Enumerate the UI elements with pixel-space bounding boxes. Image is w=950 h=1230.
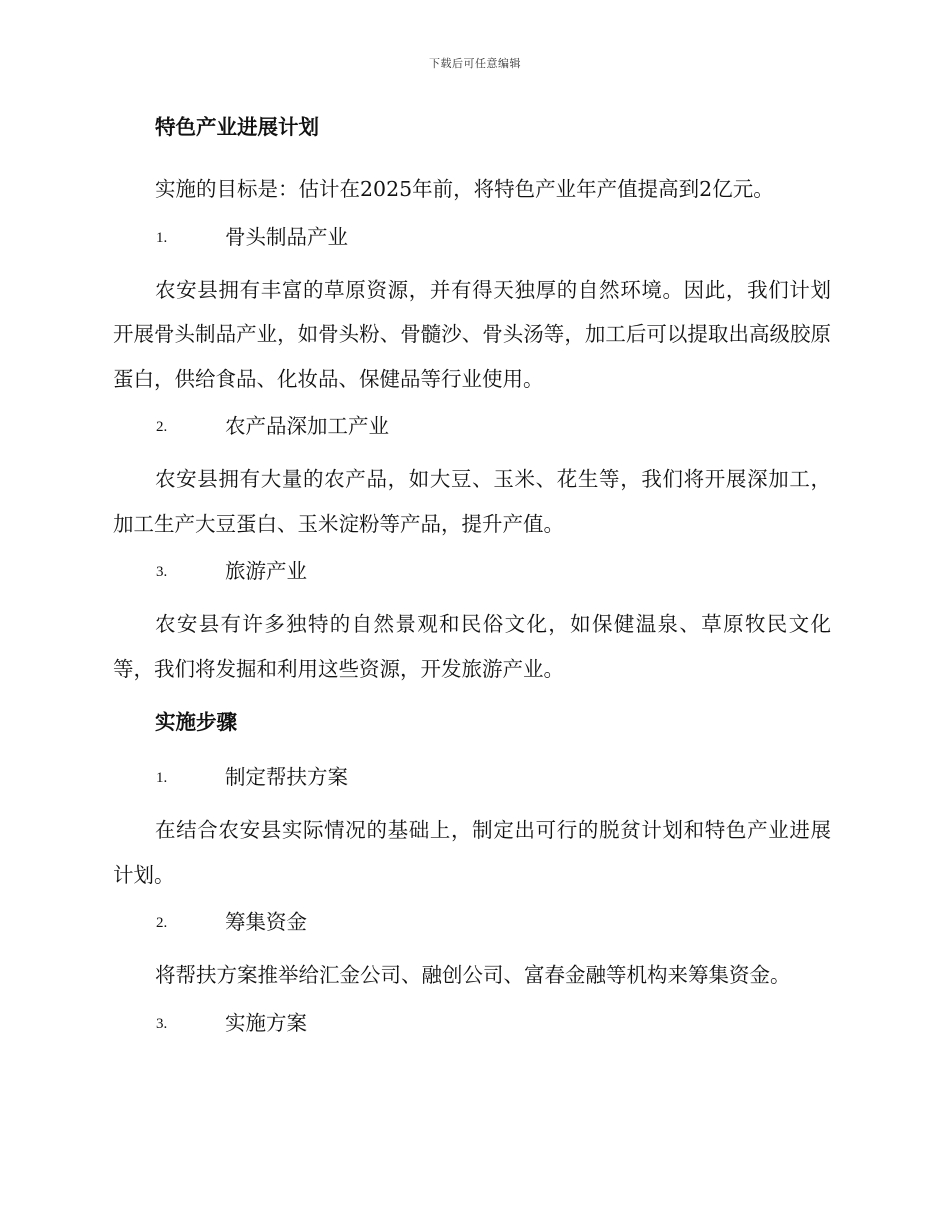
list-item-implementation [113,1008,831,1038]
list-number: 3. [156,564,168,580]
agri-processing-paragraph: 农安县拥有大量的农产品，如大豆、玉米、花生等，我们将开展深加工，加工生产大豆蛋白、玉米淀粉等产品，提升产值。 [113,467,831,536]
list-item-assistance-plan [113,762,831,792]
list-item-bone-products [113,222,831,252]
list-item-label: 农产品深加工产业 [225,414,389,438]
list-item-label: 旅游产业 [225,559,307,583]
list-number: 2. [156,419,168,435]
list-item-label: 实施方案 [225,1010,307,1035]
tourism-paragraph: 农安县有许多独特的自然景观和民俗文化，如保健温泉、草原牧民文化等，我们将发掘和利用这些资源，开发旅游产业。 [113,612,831,681]
list-number: 1. [156,229,168,246]
list-item-label: 制定帮扶方案 [225,765,348,789]
goal-paragraph: 实施的目标是：估计在2025年前，将特色产业年产值提高到2亿元。 [155,177,774,201]
header-note: 下载后可任意编辑 [429,57,521,70]
list-number: 1. [156,770,168,786]
list-number: 3. [156,1015,168,1032]
fundraising-paragraph: 将帮扶方案推举给汇金公司、融创公司、富春金融等机构来筹集资金。 [155,963,791,987]
list-number: 2. [156,915,168,931]
list-item-agri-processing [113,411,831,441]
bone-products-paragraph: 农安县拥有丰富的草原资源，并有得天独厚的自然环境。因此，我们计划开展骨头制品产业，如骨头粉、骨髓沙、骨头汤等，加工后可以提取出高级胶原蛋白，供给食品、化妆品、保健品等行业使用。 [113,277,831,391]
list-item-label: 骨头制品产业 [225,224,348,249]
assistance-plan-paragraph: 在结合农安县实际情况的基础上，制定出可行的脱贫计划和特色产业进展计划。 [113,818,831,887]
list-item-label: 筹集资金 [225,910,307,934]
list-item-fundraising [113,907,831,937]
section-title-industry-plan: 特色产业进展计划 [155,115,319,139]
list-item-tourism [113,556,831,586]
section-title-implementation-steps: 实施步骤 [155,710,237,734]
document-body [113,112,831,1038]
